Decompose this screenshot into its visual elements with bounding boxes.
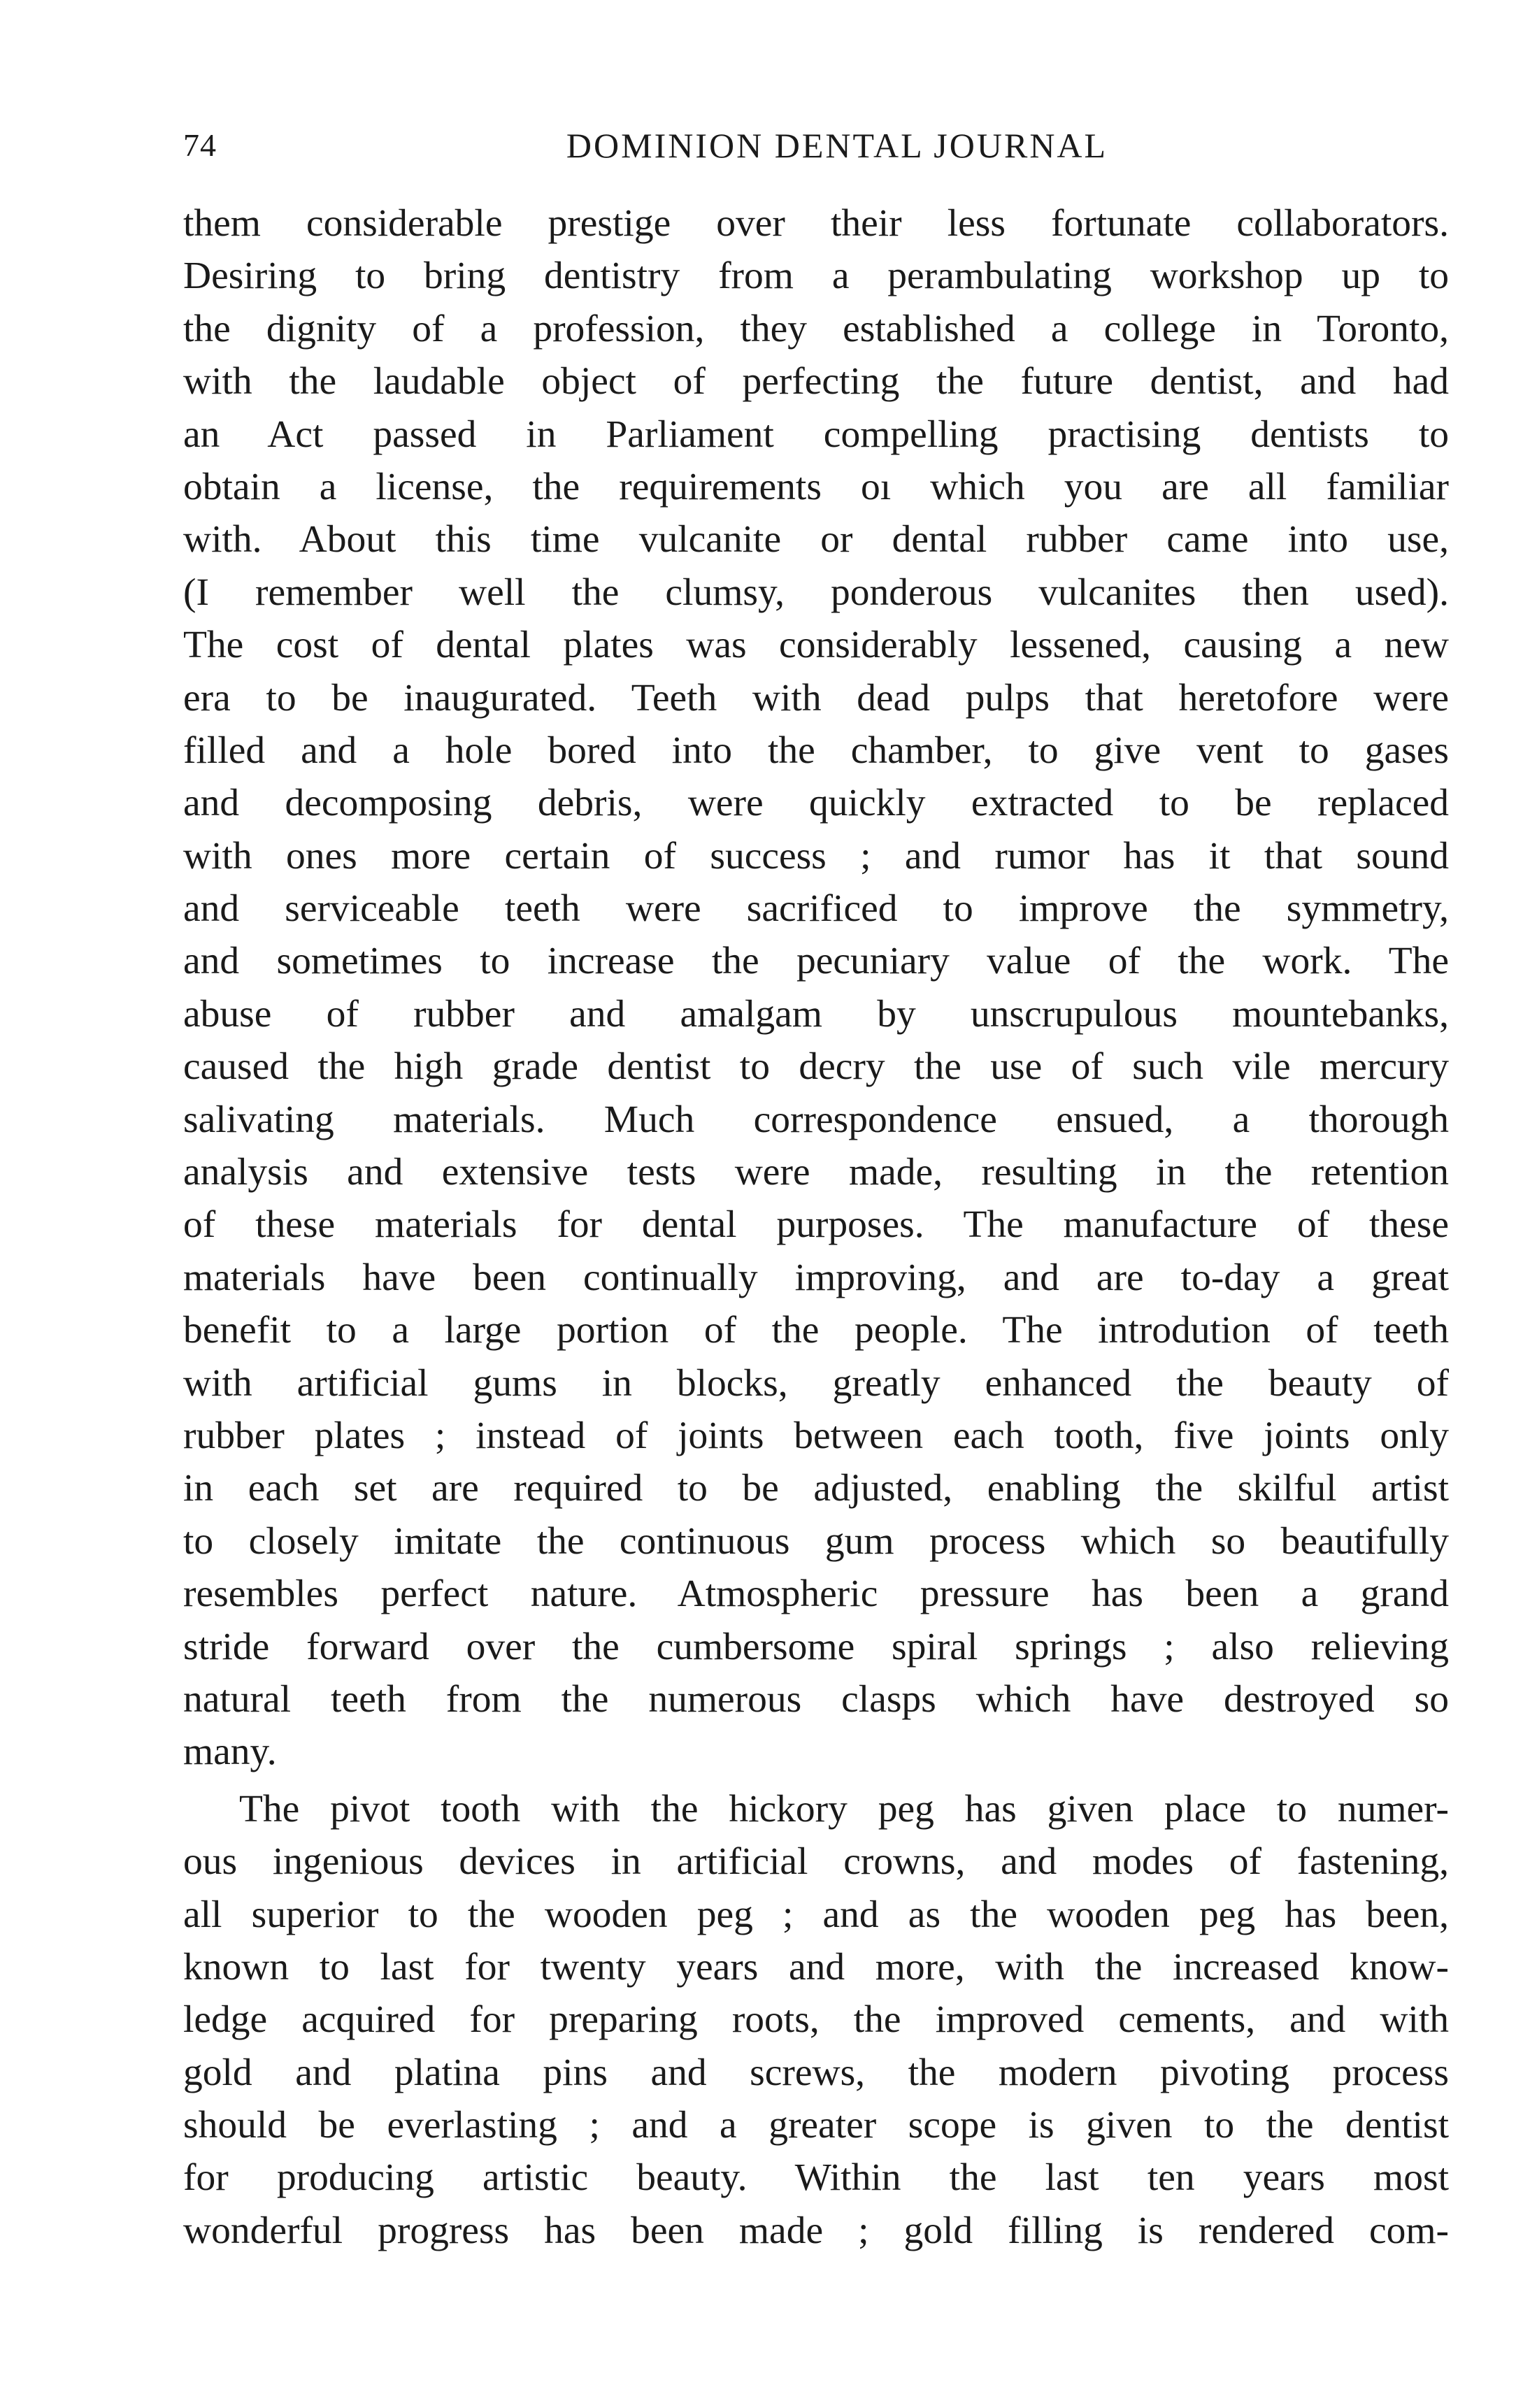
text-line: ledge acquired for preparing roots, the improved cements, and with <box>183 1998 1449 2042</box>
text-line: all superior to the wooden peg ; and as the wooden peg has been, <box>183 1893 1449 1936</box>
text-line: natural teeth from the numerous clasps which have destroyed so <box>183 1677 1449 1721</box>
journal-title: DOMINION DENTAL JOURNAL <box>566 126 1108 165</box>
text-line: and decomposing debris, were quickly extracted to be replaced <box>183 782 1449 825</box>
text-line: obtain a license, the requirements oı which you are all familiar <box>183 465 1449 508</box>
text-line: with. About this time vulcanite or dental rubber came into use, <box>183 518 1449 561</box>
text-line: many. <box>183 1730 277 1774</box>
text-line: analysis and extensive tests were made, resulting in the retention <box>183 1151 1449 1194</box>
text-line: gold and platina pins and screws, the modern pivoting process <box>183 2051 1449 2094</box>
text-line: of these materials for dental purposes. The manufacture of these <box>183 1203 1449 1247</box>
text-line: in each set are required to be adjusted, enabling the skilful artist <box>183 1467 1449 1510</box>
text-line: for producing artistic beauty. Within the last ten years most <box>183 2156 1449 2200</box>
text-line: and serviceable teeth were sacrificed to improve the symmetry, <box>183 887 1449 931</box>
article-body <box>183 197 1449 2257</box>
text-line: filled and a hole bored into the chamber, to give vent to gases <box>183 729 1449 772</box>
text-line: and sometimes to increase the pecuniary value of the work. The <box>183 940 1449 983</box>
text-line: materials have been continually improving, and are to-day a great <box>183 1256 1449 1299</box>
text-line: Desiring to bring dentistry from a perambulating workshop up to <box>183 255 1449 298</box>
text-line: salivating materials. Much correspondence ensued, a thorough <box>183 1098 1449 1141</box>
text-line: ous ingenious devices in artificial crowns, and modes of fastening, <box>183 1840 1449 1884</box>
text-line: with artificial gums in blocks, greatly enhanced the beauty of <box>183 1361 1449 1405</box>
text-line: era to be inaugurated. Teeth with dead pulps that heretofore were <box>183 676 1449 719</box>
text-line: resembles perfect nature. Atmospheric pressure has been a grand <box>183 1572 1449 1616</box>
text-line: (I remember well the clumsy, ponderous vulcanites then used). <box>183 571 1449 614</box>
text-line: stride forward over the cumbersome spiral springs ; also relieving <box>183 1625 1449 1668</box>
running-head <box>183 117 1449 173</box>
text-line: to closely imitate the continuous gum process which so beautifully <box>183 1519 1449 1563</box>
paragraph-1 <box>183 197 1449 1779</box>
text-line: wonderful progress has been made ; gold filling is rendered com- <box>183 2209 1449 2252</box>
text-line: The cost of dental plates was considerably lessened, causing a new <box>183 624 1449 667</box>
text-line: The pivot tooth with the hickory peg has given place to numer- <box>239 1787 1449 1830</box>
page-number: 74 <box>183 127 217 163</box>
text-line: caused the high grade dentist to decry the use of such vile mercury <box>183 1045 1449 1089</box>
text-line: should be everlasting ; and a greater scope is given to the dentist <box>183 2104 1449 2147</box>
text-line: them considerable prestige over their less fortunate collaborators. <box>183 202 1449 245</box>
text-line: an Act passed in Parliament compelling practising dentists to <box>183 413 1449 456</box>
text-line: with ones more certain of success ; and rumor has it that sound <box>183 834 1449 877</box>
text-line: known to last for twenty years and more, with the increased know- <box>183 1945 1449 1988</box>
text-line: abuse of rubber and amalgam by unscrupulous mountebanks, <box>183 992 1449 1035</box>
text-line: the dignity of a profession, they established a college in Toronto, <box>183 307 1449 350</box>
text-line: rubber plates ; instead of joints between each tooth, five joints only <box>183 1414 1449 1457</box>
text-line: with the laudable object of perfecting the future dentist, and had <box>183 360 1449 403</box>
paragraph-2 <box>183 1783 1449 2258</box>
text-line: benefit to a large portion of the people. The introdution of teeth <box>183 1309 1449 1352</box>
